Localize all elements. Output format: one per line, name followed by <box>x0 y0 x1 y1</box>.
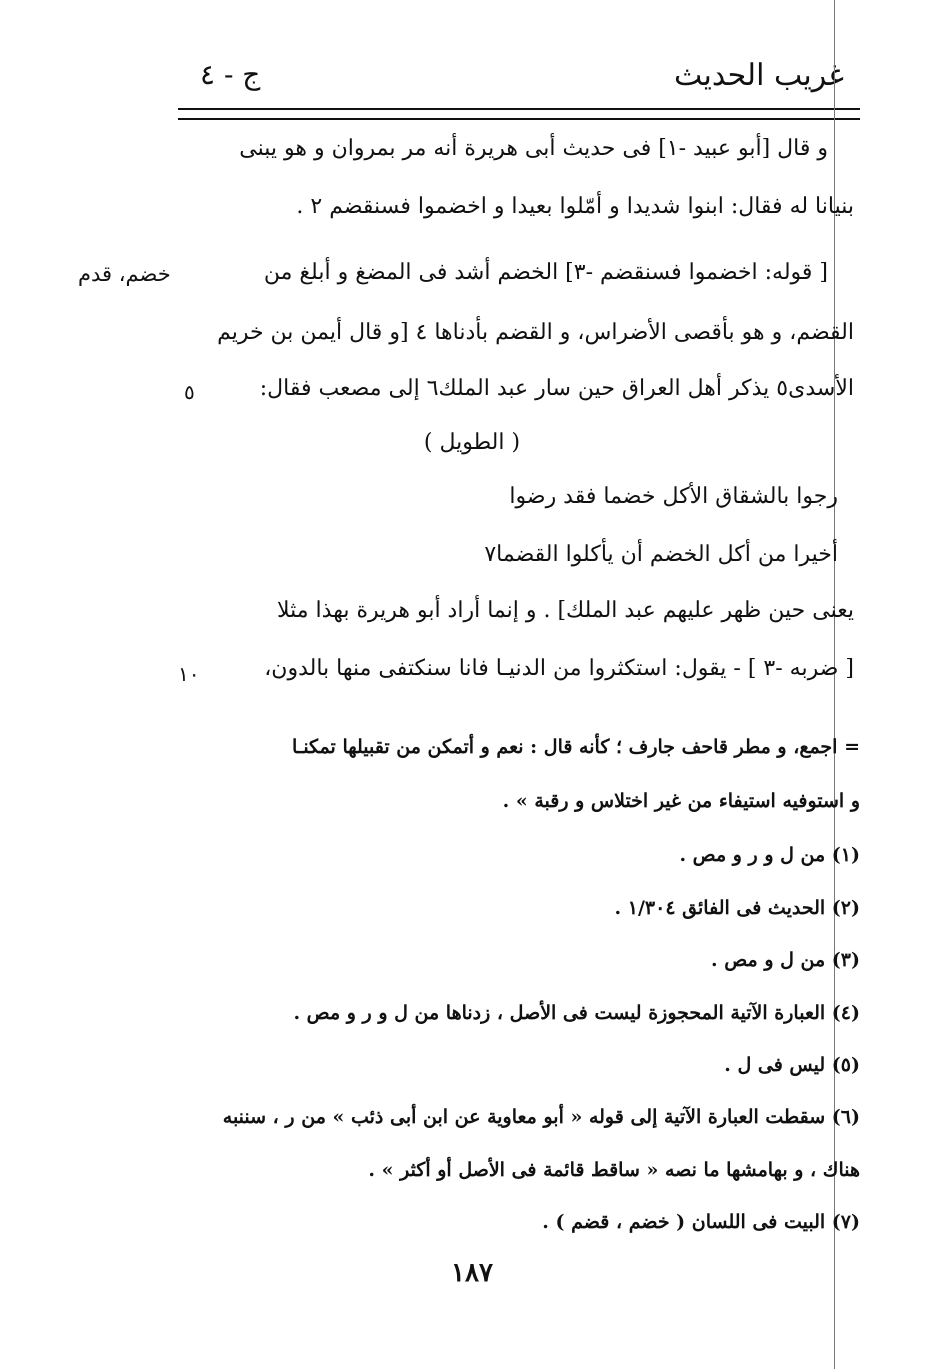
footnote-7: (٧) البيت فى اللسان ( خضم ، قضم ) . <box>542 1211 860 1233</box>
verse-line-1: رجوا بالشقاق الأكل خضما فقد رضوا <box>509 484 838 509</box>
footnote-2: (٢) الحديث فى الفائق ١/٣٠٤ . <box>614 897 860 919</box>
body-line-6: يعنى حين ظهر عليهم عبد الملك] . و إنما أراد أبو هريرة بهذا مثلا <box>276 598 854 623</box>
footnote-6-continued: هناك ، و بهامشها ما نصه « ساقط قائمة فى الأصل أو أكثر » . <box>368 1159 860 1181</box>
body-line-5: الأسدى٥ يذكر أهل العراق حين سار عبد الملك٦ إلى مصعب فقال: <box>259 376 854 401</box>
volume-label: ج - ٤ <box>200 58 261 91</box>
footnote-continuation-2: و استوفيه استيفاء من غير اختلاس و رقبة » . <box>502 790 860 812</box>
line-number-10: ١٠ <box>178 662 200 686</box>
verse-line-2: أخيرا من أكل الخضم أن يأكلوا القضما٧ <box>484 542 838 567</box>
footnote-4: (٤) العبارة الآتية المحجوزة ليست فى الأصل ، زدناها من ل و ر و مص . <box>293 1002 860 1024</box>
book-title: غريب الحديث <box>674 58 844 93</box>
footnote-3: (٣) من ل و مص . <box>711 949 860 971</box>
poem-meter: ( الطويل ) <box>423 430 521 455</box>
footnote-6: (٦) سقطت العبارة الآتية إلى قوله « أبو معاوية عن ابن أبى ذئب » من ر ، سننبه <box>222 1106 860 1128</box>
margin-note: خضم، قدم <box>78 262 171 286</box>
body-line-1: و قال [أبو عبيد -١] فى حديث أبى هريرة أنه مر بمروان و هو يبنى <box>239 136 828 161</box>
body-line-3: [ قوله: اخضموا فسنقضم -٣] الخضم أشد فى المضغ و أبلغ من <box>263 260 828 285</box>
line-number-5: ٥ <box>184 380 195 404</box>
body-line-2: بنيانا له فقال: ابنوا شديدا و أمّلوا بعيدا و اخضموا فسنقضم ٢ . <box>296 194 854 219</box>
page-number: ١٨٧ <box>451 1258 493 1288</box>
body-line-4: القضم، و هو بأقصى الأضراس، و القضم بأدناها ٤ [و قال أيمن بن خريم <box>217 320 854 345</box>
footnote-continuation-1: = اجمع، و مطر قاحف جارف ؛ كأنه قال : نعم و أتمكن من تقبيلها تمكنـا <box>291 736 860 758</box>
header-rule-bottom <box>178 118 860 120</box>
body-line-7: [ ضربه -٣ ] - يقول: استكثروا من الدنيـا فانا سنكتفى منها بالدون، <box>264 656 854 681</box>
footnote-5: (٥) ليس فى ل . <box>724 1054 860 1076</box>
footnote-1: (١) من ل و ر و مص . <box>679 844 860 866</box>
header-rule-top <box>178 108 860 110</box>
running-header <box>160 58 844 108</box>
